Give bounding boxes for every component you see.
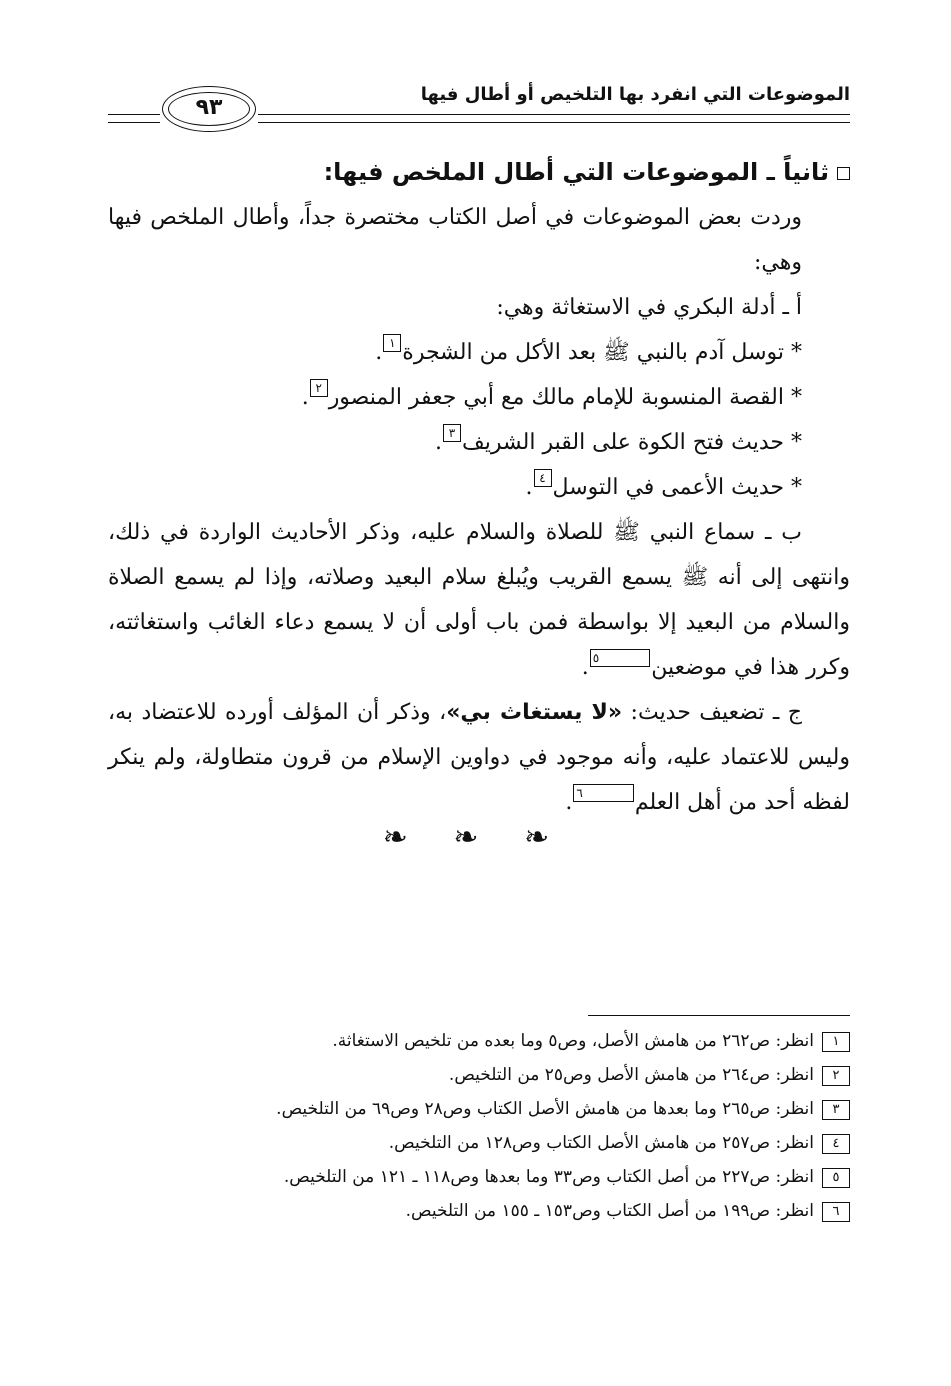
footnote-number: ٦ <box>822 1202 850 1222</box>
hadith-quote: «لا يستغاث بي» <box>446 700 623 725</box>
footnote-number: ٤ <box>822 1134 850 1154</box>
footnotes <box>108 1024 850 1228</box>
part-c-text: ، وذكر أن المؤلف أورده للاعتضاد به، وليس للاعتماد عليه، وأنه موجود في دواوين الإسلام من قرون متطاولة، ولم ينكر لفظه أحد من أهل العلم <box>108 700 850 815</box>
footnote-text: انظر: ص٢٦٤ من هامش الأصل وص٢٥ من التلخيص. <box>448 1065 814 1085</box>
footnote-text: انظر: ص٢٦٢ من هامش الأصل، وص٥ وما بعده من تلخيص الاستغاثة. <box>332 1031 814 1051</box>
page-number-oval <box>162 86 256 132</box>
list-item-text: * حديث فتح الكوة على القبر الشريف <box>462 430 802 455</box>
footnote-text: انظر: ص١٩٩ من أصل الكتاب وص١٥٣ ـ ١٥٥ من التلخيص. <box>405 1201 814 1221</box>
footnote-separator <box>588 1015 850 1016</box>
footnote-ref-2[interactable]: ٢ <box>310 379 328 397</box>
footnote-item <box>108 1024 850 1058</box>
header-double-rule-left <box>108 114 160 123</box>
square-bullet-icon <box>837 167 850 180</box>
footnote-item <box>108 1058 850 1092</box>
page-number: ٩٣ <box>195 95 223 120</box>
footnote-item <box>108 1126 850 1160</box>
footnote-number: ٣ <box>822 1100 850 1120</box>
part-b-paragraph: ب ـ سماع النبي ﷺ للصلاة والسلام عليه، وذكر الأحاديث الواردة في ذلك، وانتهى إلى أنه ﷺ يسمع القريب ويُبلغ سلام البعيد وصلاته، وإذا لم يسمع الصلاة والسلام من البعيد إلا بواسطة فمن باب أولى أن لا يسمع دعاء الغائب واستغاثته، وكرر هذا في موضعين٥. <box>108 520 850 680</box>
part-b-text: ب ـ سماع النبي ﷺ للصلاة والسلام عليه، وذكر الأحاديث الواردة في ذلك، وانتهى إلى أنه ﷺ يسمع القريب ويُبلغ سلام البعيد وصلاته، وإذا لم يسمع الصلاة والسلام من البعيد إلا بواسطة فمن باب أولى أن لا يسمع دعاء الغائب واستغاثته، وكرر هذا في موضعين <box>108 520 850 680</box>
list-item-text: * توسل آدم بالنبي ﷺ بعد الأكل من الشجرة <box>402 340 802 365</box>
footnote-item <box>108 1160 850 1194</box>
footnote-item <box>108 1092 850 1126</box>
list-item: * حديث فتح الكوة على القبر الشريف٣. <box>435 426 802 455</box>
footnote-number: ٢ <box>822 1066 850 1086</box>
list-item: * توسل آدم بالنبي ﷺ بعد الأكل من الشجرة١. <box>375 336 802 365</box>
list-item: * حديث الأعمى في التوسل٤. <box>525 471 802 500</box>
part-c-prefix: ج ـ تضعيف حديث: <box>622 700 802 725</box>
section-heading-text: ثانياً ـ الموضوعات التي أطال الملخص فيها: <box>323 158 829 186</box>
footnote-item <box>108 1194 850 1228</box>
footnote-ref-3[interactable]: ٣ <box>443 424 461 442</box>
footnote-ref-6[interactable]: ٦ <box>573 784 633 802</box>
footnote-ref-4[interactable]: ٤ <box>534 469 552 487</box>
part-a-title: أ ـ أدلة البكري في الاستغاثة وهي: <box>496 295 802 320</box>
header-double-rule-right <box>258 114 850 123</box>
main-text <box>108 150 850 825</box>
footnote-number: ٥ <box>822 1168 850 1188</box>
section-end-ornament-icon: ❧ ❧ ❧ <box>382 820 568 855</box>
list-item-text: * حديث الأعمى في التوسل <box>552 475 802 500</box>
running-header-title: الموضوعات التي انفرد بها التلخيص أو أطال فيها <box>420 84 850 105</box>
section-heading <box>108 150 850 195</box>
footnote-text: انظر: ص٢٦٥ وما بعدها من هامش الأصل الكتاب وص٢٨ وص٦٩ من التلخيص. <box>276 1099 814 1119</box>
footnote-text: انظر: ص٢٥٧ من هامش الأصل الكتاب وص١٢٨ من التلخيص. <box>388 1133 814 1153</box>
footnote-ref-1[interactable]: ١ <box>383 334 401 352</box>
running-header <box>108 80 850 130</box>
list-item-text: * القصة المنسوبة للإمام مالك مع أبي جعفر المنصور <box>328 385 802 410</box>
footnote-text: انظر: ص٢٢٧ من أصل الكتاب وص٣٣ وما بعدها وص١١٨ ـ ١٢١ من التلخيص. <box>283 1167 814 1187</box>
intro-paragraph: وردت بعض الموضوعات في أصل الكتاب مختصرة جداً، وأطال الملخص فيها وهي: <box>108 205 802 275</box>
footnote-number: ١ <box>822 1032 850 1052</box>
footnote-ref-5[interactable]: ٥ <box>590 649 650 667</box>
part-c-paragraph: ج ـ تضعيف حديث: «لا يستغاث بي»، وذكر أن المؤلف أورده للاعتضاد به، وليس للاعتماد عليه، وأنه موجود في دواوين الإسلام من قرون متطاولة، ولم ينكر لفظه أحد من أهل العلم٦. <box>108 700 850 815</box>
list-item: * القصة المنسوبة للإمام مالك مع أبي جعفر المنصور٢. <box>301 381 802 410</box>
